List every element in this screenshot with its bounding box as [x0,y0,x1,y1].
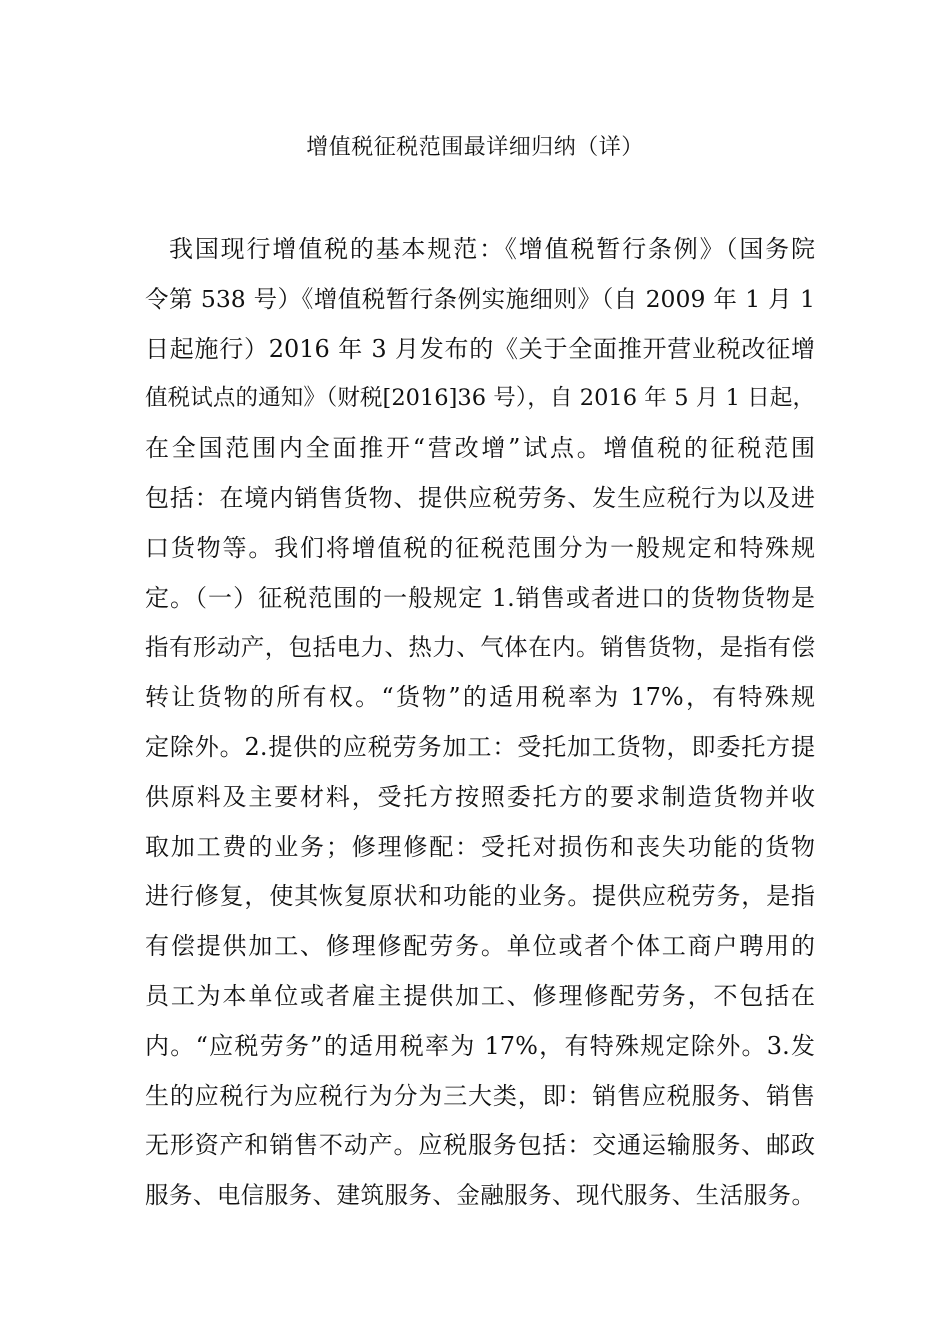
body-line-5: 在全国范围内全面推开“营改增”试点。增值税的征税范围 [145,434,815,463]
body-line-11: 定除外。2.提供的应税劳务加工：受托加工货物，即委托方提 [145,732,815,761]
body-line-3: 日起施行）2016 年 3 月发布的《关于全面推开营业税改征增 [145,334,815,363]
body-line-7: 口货物等。我们将增值税的征税范围分为一般规定和特殊规 [145,533,815,562]
body-line-12: 供原料及主要材料，受托方按照委托方的要求制造货物并收 [145,782,815,811]
body-line-15: 有偿提供加工、修理修配劳务。单位或者个体工商户聘用的 [145,932,815,961]
body-line-13: 取加工费的业务；修理修配：受托对损伤和丧失功能的货物 [145,832,815,861]
body-line-9: 指有形动产，包括电力、热力、气体在内。销售货物，是指有偿 [145,633,815,662]
body-line-10: 转让货物的所有权。“货物”的适用税率为 17%，有特殊规 [145,683,815,712]
body-line-16: 员工为本单位或者雇主提供加工、修理修配劳务，不包括在 [145,981,815,1010]
body-line-8: 定。（一）征税范围的一般规定 1.销售或者进口的货物货物是 [145,583,815,612]
body-line-14: 进行修复，使其恢复原状和功能的业务。提供应税劳务，是指 [145,882,815,911]
body-line-19: 无形资产和销售不动产。应税服务包括：交通运输服务、邮政 [145,1131,815,1160]
body-line-6: 包括：在境内销售货物、提供应税劳务、发生应税行为以及进 [145,483,815,512]
body-line-4: 值税试点的通知》（财税[2016]36 号），自 2016 年 5 月 1 日起， [145,385,815,412]
body-line-1: 我国现行增值税的基本规范：《增值税暂行条例》（国务院 [169,235,815,263]
body-line-20: 服务、电信服务、建筑服务、金融服务、现代服务、生活服务。 [145,1181,815,1210]
document-title: 增值税征税范围最详细归纳（详） [306,135,644,160]
body-line-17: 内。“应税劳务”的适用税率为 17%，有特殊规定除外。3.发 [145,1031,815,1060]
body-line-2: 令第 538 号）《增值税暂行条例实施细则》（自 2009 年 1 月 1 [145,284,815,313]
body-line-18: 生的应税行为应税行为分为三大类，即：销售应税服务、销售 [145,1081,815,1110]
document-body [145,229,815,1225]
